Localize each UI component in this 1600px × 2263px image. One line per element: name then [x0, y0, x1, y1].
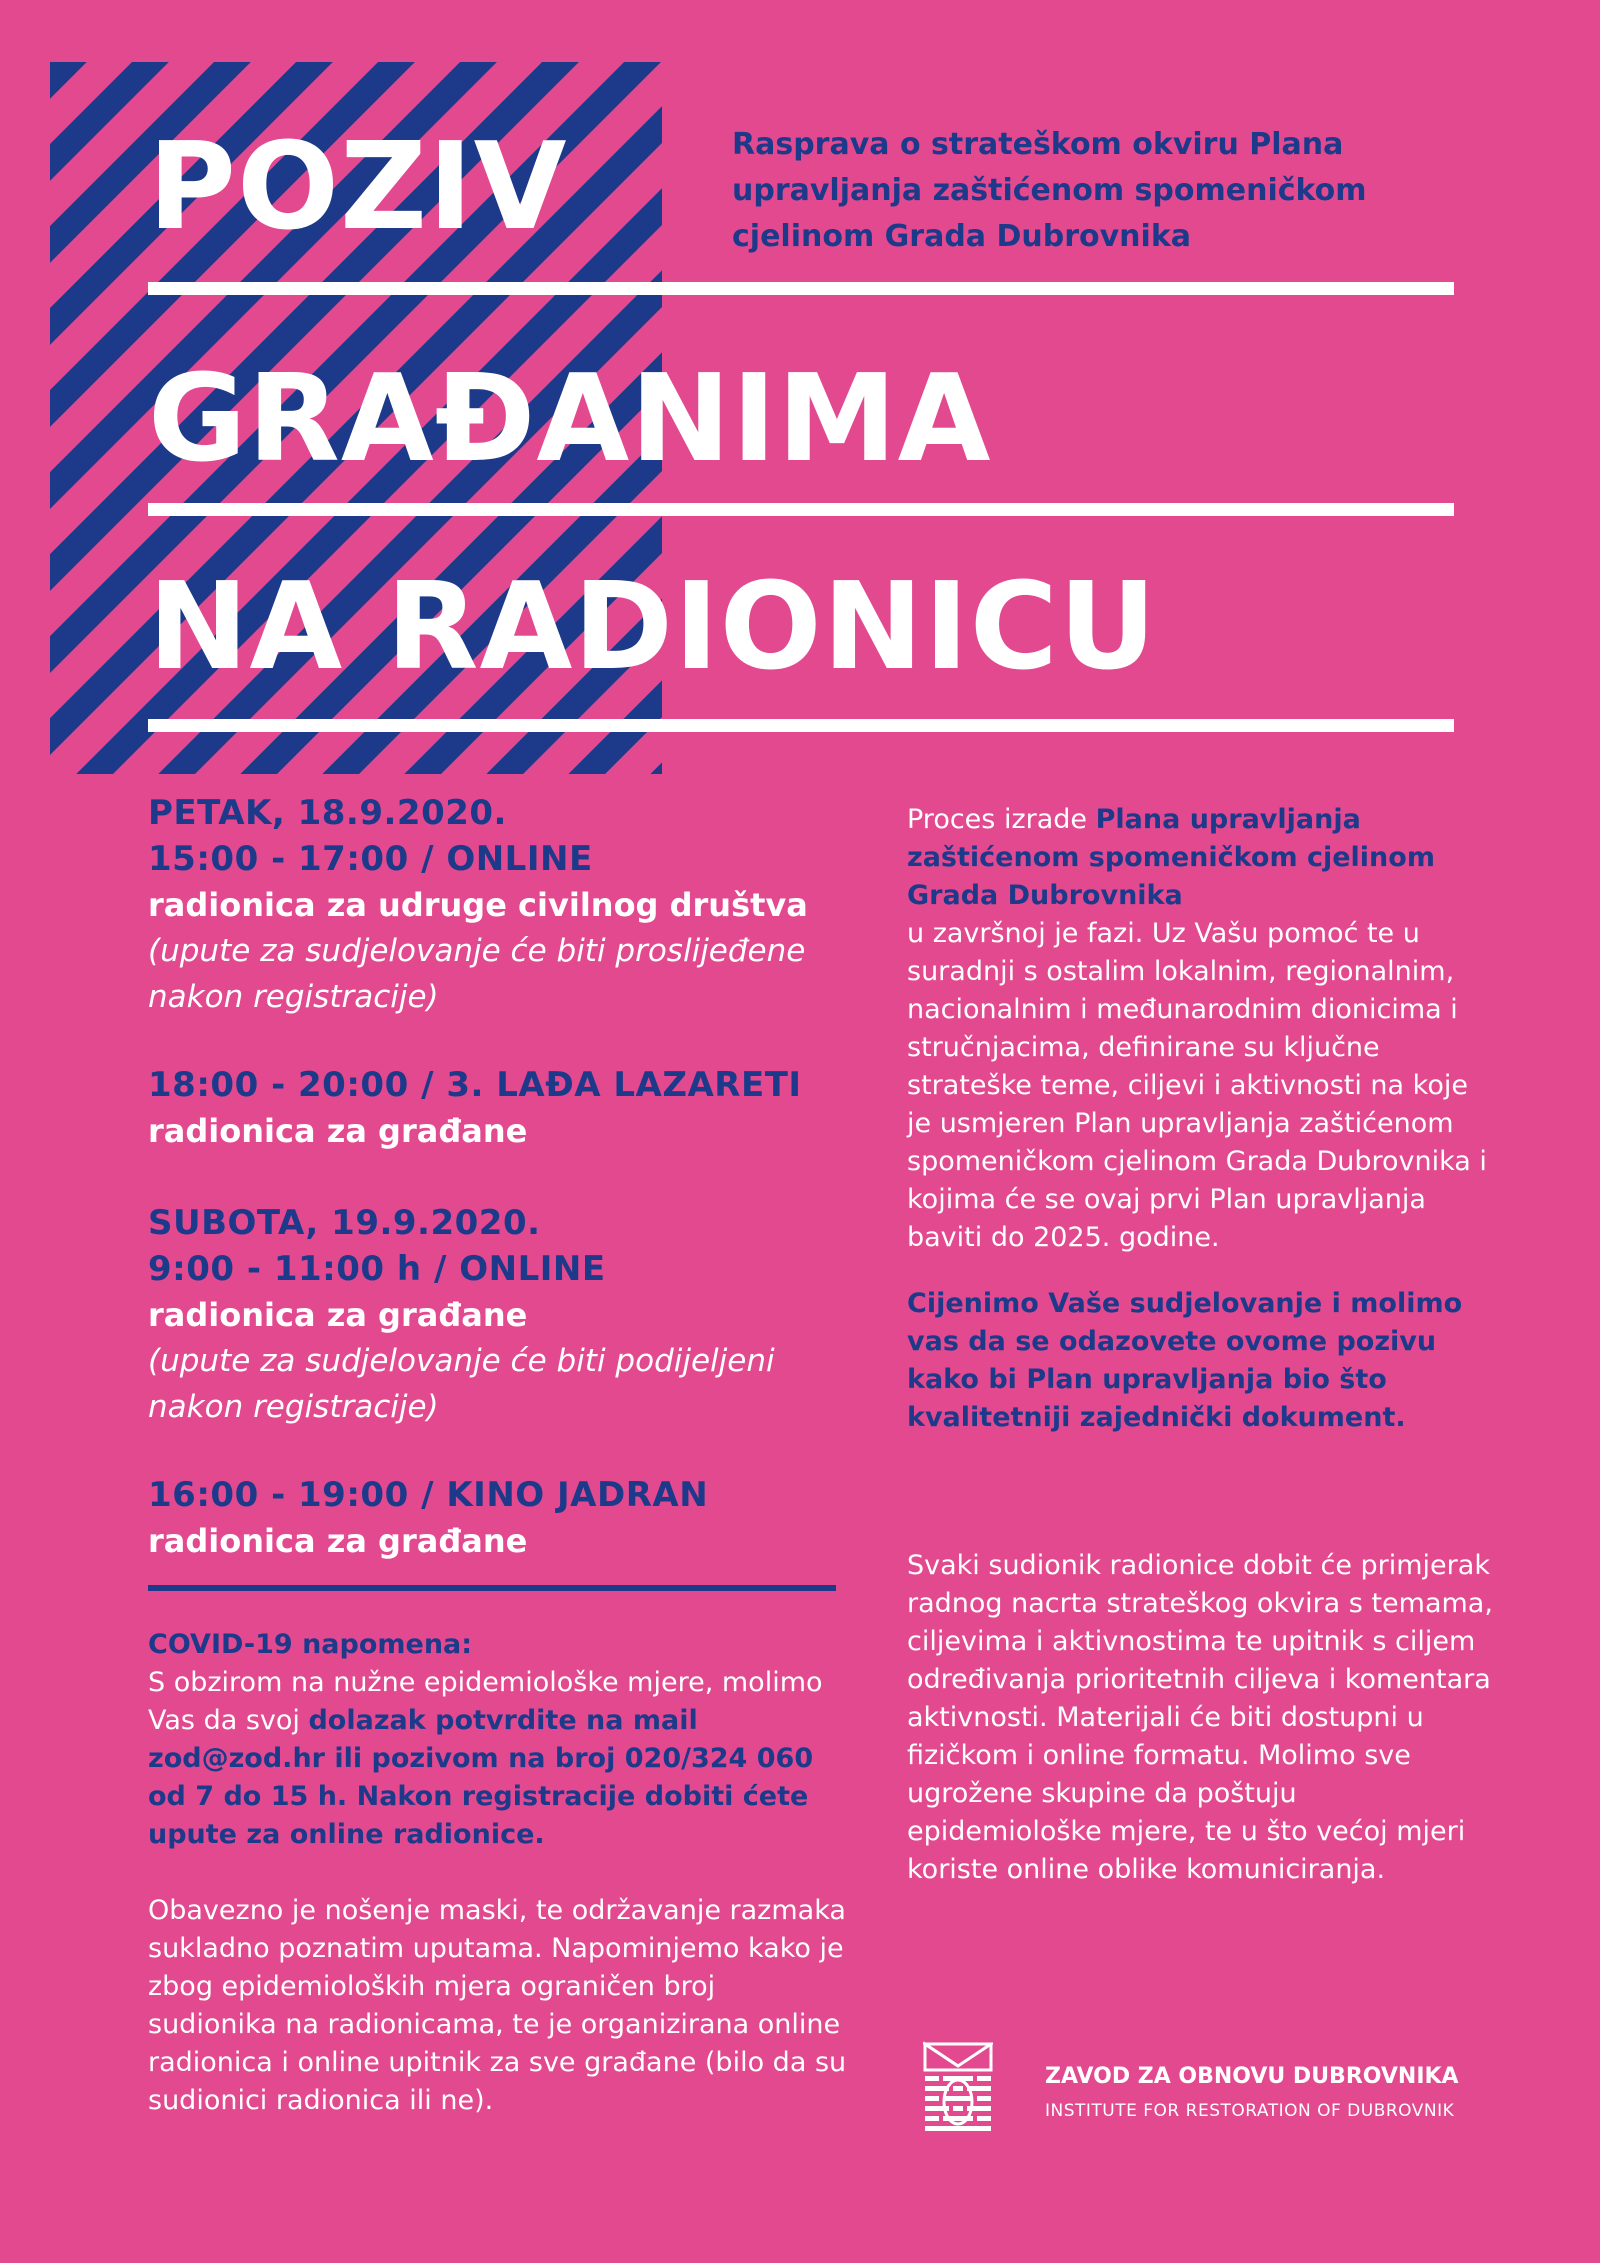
title-rule-2 [148, 503, 1454, 516]
schedule-session4 [148, 1472, 848, 1564]
covid-text-bold: dolazak potvrdite na mail zod@zod.hr ili pozivom na broj 020/324 060 od 7 do 15 h. Nakon registracije dobiti ćete upute za online radionice. [148, 1705, 814, 1850]
institute-logo-icon [923, 2040, 993, 2136]
title-line-3: NA RADIONICU [148, 558, 1158, 697]
session2-time: 18:00 - 20:00 / 3. LAĐA LAZARETI [148, 1065, 802, 1105]
schedule-day2 [148, 1200, 848, 1430]
title-rule-1 [148, 282, 1454, 295]
right-paragraph-2 [907, 1285, 1497, 1437]
session3-desc: radionica za građane [148, 1296, 528, 1334]
session1-note: (upute za sudjelovanje će biti proslijeđene nakon registracije) [148, 933, 806, 1015]
session1-desc: radionica za udruge civilnog društva [148, 886, 808, 924]
session3-time: 9:00 - 11:00 h / ONLINE [148, 1249, 606, 1289]
session4-desc: radionica za građane [148, 1522, 528, 1560]
day1-heading: PETAK, 18.9.2020. [148, 793, 507, 833]
p1-start: Proces izrade [907, 804, 1096, 835]
org-name: ZAVOD ZA OBNOVU DUBROVNIKA [1045, 2064, 1459, 2089]
covid-para2: Obavezno je nošenje maski, te održavanje razmaka sukladno poznatim uputama. Napominjemo kako je zbog epidemioloških mjera ograničen broj sudionika na radionicama, te je organizirana online radionica i online upitnik za sve građane (bilo da su sudionici radionica ili ne). [148, 1895, 847, 2116]
p1-wrap [907, 801, 1497, 1257]
title-line-2: GRAĐANIMA [148, 350, 992, 489]
title-line-1: POZIV [148, 118, 568, 257]
session3-note: (upute za sudjelovanje će biti podijeljeni nakon registracije) [148, 1343, 775, 1425]
title-rule-3 [148, 719, 1454, 732]
day2-heading: SUBOTA, 19.9.2020. [148, 1203, 541, 1243]
session1-time: 15:00 - 17:00 / ONLINE [148, 839, 593, 879]
right-paragraph-1 [907, 801, 1497, 1257]
session4-time: 16:00 - 19:00 / KINO JADRAN [148, 1475, 709, 1515]
covid-text [148, 1664, 848, 1854]
covid-text-start: S obzirom na nužne epidemiološke mjere, molimo Vas da svoj [148, 1667, 823, 1736]
schedule-day1 [148, 790, 848, 1020]
covid-notice [148, 1626, 848, 2120]
section-divider [148, 1585, 836, 1591]
p3: Svaki sudionik radionice dobit će primjerak radnog nacrta strateškog okvira s temama, ciljevima i aktivnostima te upitnik s ciljem određivanja prioritetnih ciljeva i komentara aktivnosti. Materijali će biti dostupni u fizičkom i online formatu. Molimo sve ugrožene skupine da poštuju epidemiološke mjere, te u što većoj mjeri koriste online oblike komuniciranja. [907, 1550, 1493, 1885]
covid-heading: COVID-19 napomena: [148, 1629, 473, 1660]
p1-bold: Plana upravljanja zaštićenom spomeničkom cjelinom Grada Dubrovnika [907, 804, 1435, 911]
subtitle: Rasprava o strateškom okviru Plana upravljanja zaštićenom spomeničkom cjelinom Grada Dubrovnika [732, 127, 1367, 254]
right-paragraph-3 [907, 1547, 1497, 1889]
schedule-session2 [148, 1062, 848, 1154]
session2-desc: radionica za građane [148, 1112, 528, 1150]
p1-rest: u završnoj je fazi. Uz Vašu pomoć te u suradnji s ostalim lokalnim, regionalnim, nacionalnim i međunarodnim dionicima i stručnjacima, definirane su ključne strateške teme, ciljevi i aktivnosti na koje je usmjeren Plan upravljanja zaštićenom spomeničkom cjelinom Grada Dubrovnika i kojima će se ovaj prvi Plan upravljanja baviti do 2025. godine. [907, 918, 1487, 1253]
org-name-en: INSTITUTE FOR RESTORATION OF DUBROVNIK [1045, 2101, 1455, 2121]
p2: Cijenimo Vaše sudjelovanje i molimo vas da se odazovete ovome pozivu kako bi Plan upravljanja bio što kvalitetniji zajednički dokument. [907, 1288, 1463, 1433]
